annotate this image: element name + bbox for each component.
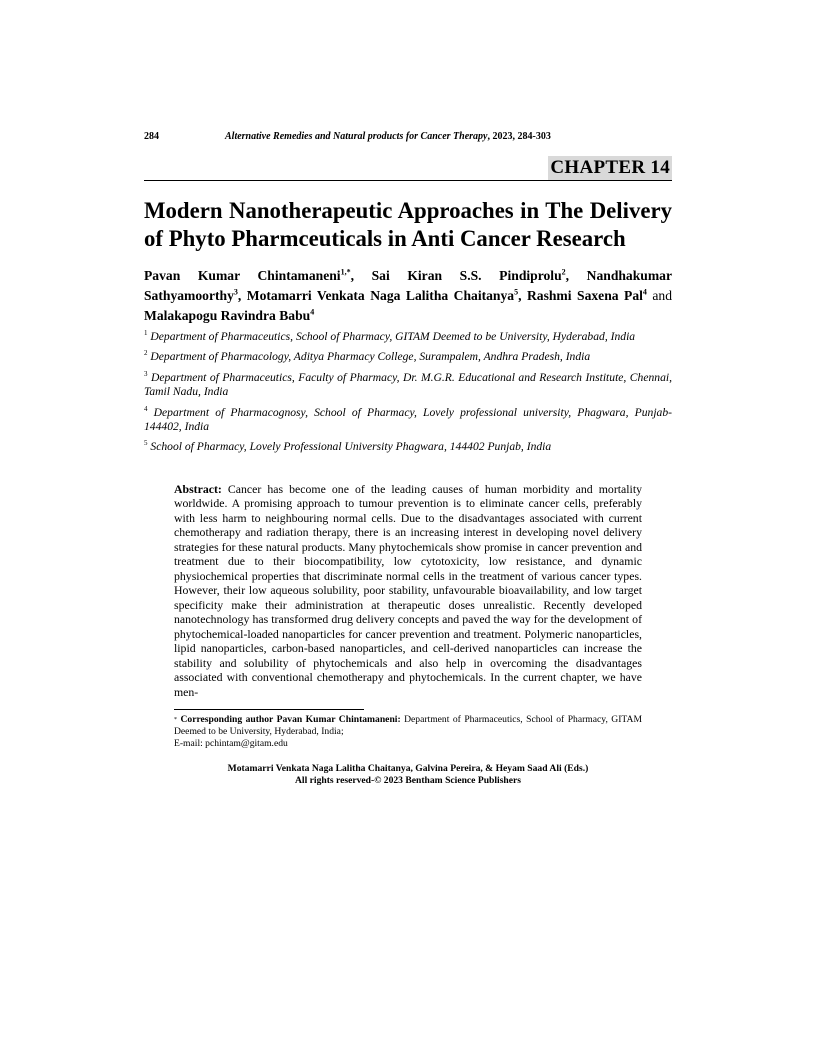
author-affil-mark: 4 xyxy=(310,307,315,317)
rights-line: All rights reserved-© 2023 Bentham Science Publishers xyxy=(294,775,522,787)
author-affil-mark: 4 xyxy=(642,287,647,297)
author-name: Motamarri Venkata Naga Lalitha Chaitanya xyxy=(246,288,515,303)
footnote-email: E-mail: pchintam@gitam.edu xyxy=(174,738,288,750)
author-separator: , xyxy=(237,288,247,303)
chapter-title: Modern Nanotherapeutic Approaches in The Delivery of Phyto Pharmceuticals in Anti Cancer Research xyxy=(144,198,672,251)
author-separator: , xyxy=(350,268,372,283)
abstract-label: Abstract: xyxy=(174,481,222,496)
affiliation-number: 2 xyxy=(144,349,148,358)
chapter-heading xyxy=(144,156,672,180)
header-rule xyxy=(144,180,672,181)
running-header xyxy=(144,130,672,144)
affiliation-number: 5 xyxy=(144,439,148,448)
author-affil-mark: 2 xyxy=(561,267,566,277)
author-name: Malakapogu Ravindra Babu xyxy=(144,308,311,323)
affiliation-text: Department of Pharmaceutics, School of Pharmacy, GITAM Deemed to be University, Hyderabad, India xyxy=(150,330,636,343)
footnote-text: Department of Pharmaceutics, School of Pharmacy, GITAM Deemed to be University, Hyderabad, India; xyxy=(174,714,642,738)
abstract xyxy=(174,482,642,700)
chapter-label: CHAPTER 14 xyxy=(550,157,670,178)
page-content xyxy=(144,130,672,787)
journal-citation xyxy=(225,130,551,144)
affiliation xyxy=(144,371,672,400)
affiliation-text: Department of Pharmaceutics, Faculty of Pharmacy, Dr. M.G.R. Educational and Research Institute, Chennai, Tamil Nadu, India xyxy=(144,370,672,399)
affiliation-text: School of Pharmacy, Lovely Professional University Phagwara, 144402 Punjab, India xyxy=(150,440,552,454)
affiliation-list xyxy=(144,330,672,455)
author-separator: , xyxy=(565,268,587,283)
author-separator: , xyxy=(518,288,527,303)
affiliation-number: 3 xyxy=(144,369,148,378)
publisher-info xyxy=(174,763,642,787)
affiliation-number: 1 xyxy=(144,329,148,338)
footnote-rule xyxy=(174,709,364,710)
affiliation-text: Department of Pharmacology, Aditya Pharmacy College, Surampalem, Andhra Pradesh, India xyxy=(150,350,591,364)
journal-year-pages: , 2023, 284-303 xyxy=(487,131,551,142)
author-name: Pavan Kumar Chintamaneni xyxy=(144,268,341,283)
author-affil-mark: 5 xyxy=(514,287,519,297)
editors-line: Motamarri Venkata Naga Lalitha Chaitanya, Galvina Pereira, & Heyam Saad Ali (Eds.) xyxy=(227,763,589,775)
affiliation xyxy=(144,330,672,344)
footnote-marker: * xyxy=(174,717,177,724)
affiliation xyxy=(144,350,672,364)
author-conjunction: and xyxy=(646,288,673,303)
affiliation xyxy=(144,406,672,435)
affiliation-text: Department of Pharmacognosy, School of Pharmacy, Lovely professional university, Phagwara, Punjab-144402, India xyxy=(144,405,672,434)
author-affil-mark: 1,* xyxy=(340,267,351,277)
author-name: Rashmi Saxena Pal xyxy=(526,288,643,303)
journal-title: Alternative Remedies and Natural products for Cancer Therapy xyxy=(225,131,488,142)
corresponding-author-footnote xyxy=(174,714,642,750)
page-number: 284 xyxy=(144,131,159,142)
author-affil-mark: 3 xyxy=(233,287,238,297)
author-name: Nandhakumar Sathyamoorthy xyxy=(144,268,673,303)
author-list xyxy=(144,266,672,326)
affiliation-number: 4 xyxy=(144,404,148,413)
footnote-label: Corresponding author Pavan Kumar Chintamaneni: xyxy=(180,714,401,726)
abstract-text: Cancer has become one of the leading causes of human morbidity and mortality worldwide. A promising approach to tumour prevention is to eliminate cancer cells, preferably with less harm to neighbouring normal cells. Due to the disadvantages associated with current chemotherapy and radiation therapy, there is an increasing interest in developing novel delivery strategies for these natural products. Many phytochemicals show promise in cancer prevention and treatment due to their biocompatibility, low cytotoxicity, low resistance, and dynamic physiochemical properties that discriminate normal cells in the treatment of various cancer types. However, their low aqueous solubility, poor stability, unfavourable bioavailability, and low target specificity make their administration at therapeutic doses unrealistic. Recently developed nanotechnology has transformed drug delivery concepts and paved the way for the development of phytochemical-loaded nanoparticles for cancer prevention and treatment. Polymeric nanoparticles, lipid nanoparticles, carbon-based nanoparticles, and cell-derived nanoparticles can increase the stability and solubility of phytochemicals and also help in overcoming the disadvantages associated with conventional chemotherapy and phytochemicals. In the current chapter, we have men- xyxy=(174,481,643,699)
affiliation xyxy=(144,440,672,454)
author-name: Sai Kiran S.S. Pindiprolu xyxy=(371,268,562,283)
